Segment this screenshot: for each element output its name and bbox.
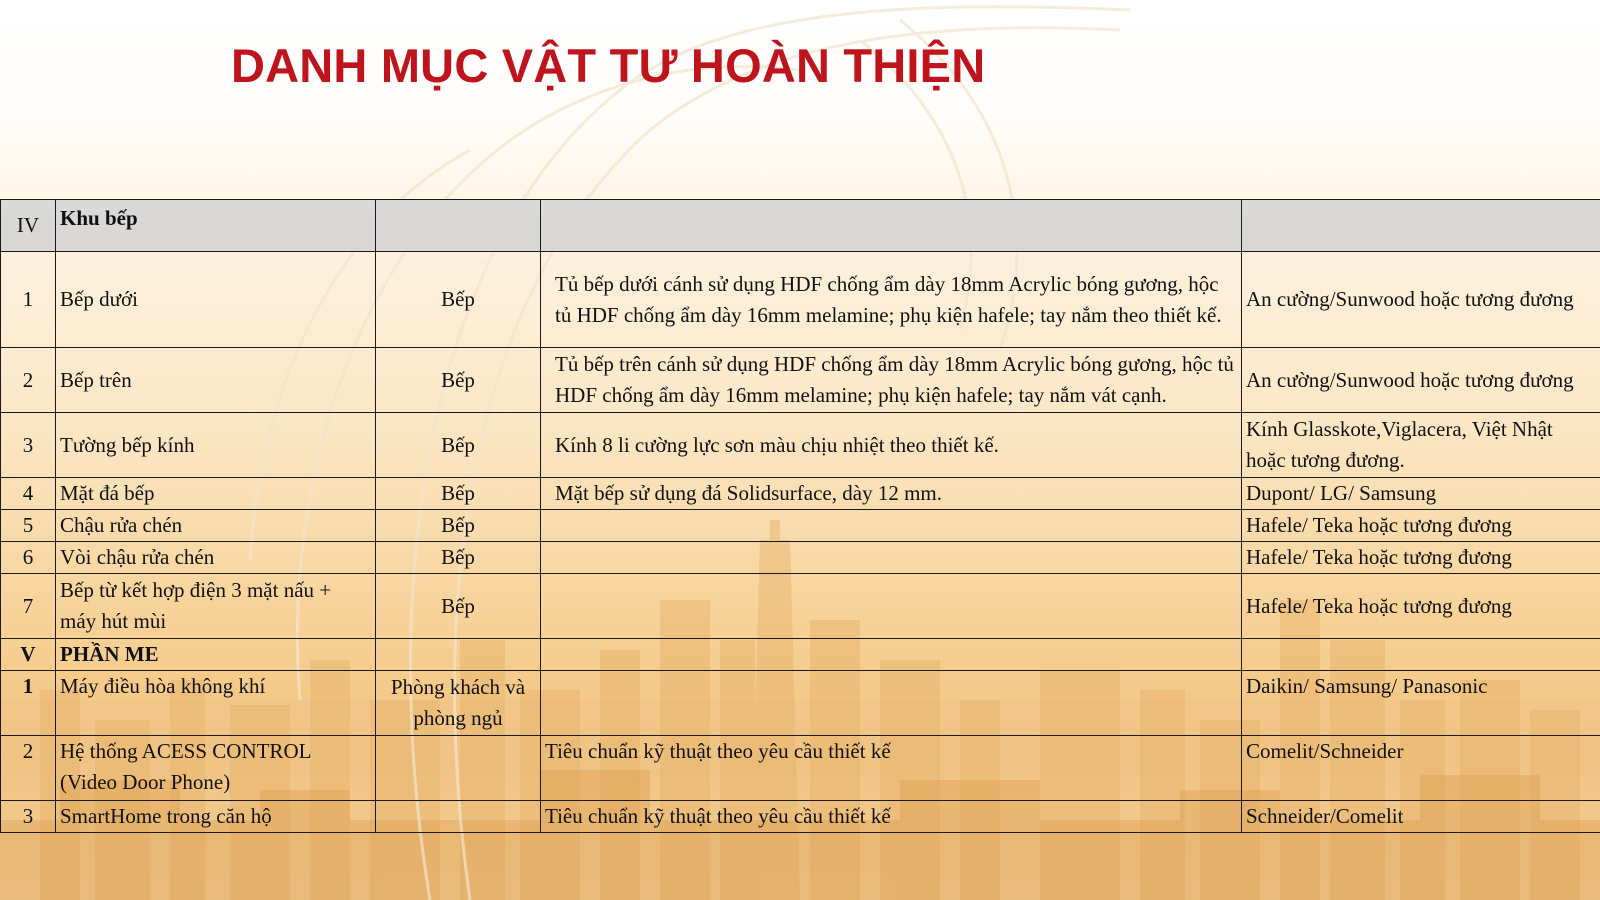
row-number: V [1, 639, 56, 671]
item-name: Bếp từ kết hợp điện 3 mặt nấu + máy hút mùi [56, 574, 376, 639]
row-number: 6 [1, 542, 56, 574]
spec-cell: Tủ bếp trên cánh sử dụng HDF chống ẩm dày 18mm Acrylic bóng gương, hộc tủ HDF chống ẩm dày 16mm melamine; phụ kiện hafele; tay nắm vát cạnh. [541, 348, 1242, 413]
brand-cell: Hafele/ Teka hoặc tương đương [1242, 542, 1600, 574]
brand-cell: Hafele/ Teka hoặc tương đương [1242, 510, 1600, 542]
location-cell [376, 801, 541, 833]
spec-cell [541, 510, 1242, 542]
table-row [1, 510, 1600, 542]
section-title: PHẦN ME [56, 639, 376, 671]
brand-cell: Comelit/Schneider [1242, 736, 1600, 801]
brand-cell: Kính Glasskote,Viglacera, Việt Nhật hoặc tương đương. [1242, 413, 1600, 478]
spec-cell: Tiêu chuẩn kỹ thuật theo yêu cầu thiết kế [541, 801, 1242, 833]
brand-cell: An cường/Sunwood hoặc tương đương [1242, 252, 1600, 348]
item-name: Mặt đá bếp [56, 478, 376, 510]
table-row [1, 671, 1600, 736]
brand-cell [1242, 639, 1600, 671]
row-number: IV [1, 200, 56, 252]
spec-cell: Mặt bếp sử dụng đá Solidsurface, dày 12 mm. [541, 478, 1242, 510]
location-cell: Bếp [376, 510, 541, 542]
location-cell: Bếp [376, 574, 541, 639]
spec-cell: Tủ bếp dưới cánh sử dụng HDF chống ẩm dày 18mm Acrylic bóng gương, hộc tủ HDF chống ẩm dày 16mm melamine; phụ kiện hafele; tay nắm theo thiết kế. [541, 252, 1242, 348]
row-number: 1 [1, 671, 56, 736]
row-number: 1 [1, 252, 56, 348]
table-row [1, 736, 1600, 801]
item-name: SmartHome trong căn hộ [56, 801, 376, 833]
table-row [1, 801, 1600, 833]
location-cell [376, 736, 541, 801]
table-row [1, 478, 1600, 510]
table-row [1, 413, 1600, 478]
section-row [1, 639, 1600, 671]
table-row [1, 574, 1600, 639]
brand-cell: Daikin/ Samsung/ Panasonic [1242, 671, 1600, 736]
item-name: Chậu rửa chén [56, 510, 376, 542]
row-number: 2 [1, 736, 56, 801]
location-cell: Bếp [376, 478, 541, 510]
table-row [1, 542, 1600, 574]
table-row [1, 348, 1600, 413]
materials-table [0, 199, 1600, 833]
row-number: 7 [1, 574, 56, 639]
row-number: 5 [1, 510, 56, 542]
spec-cell [541, 200, 1242, 252]
item-name: Hệ thống ACESS CONTROL (Video Door Phone) [56, 736, 376, 801]
spec-cell: Tiêu chuẩn kỹ thuật theo yêu cầu thiết kế [541, 736, 1242, 801]
location-cell: Bếp [376, 348, 541, 413]
location-cell [376, 200, 541, 252]
spec-cell [541, 639, 1242, 671]
brand-cell [1242, 200, 1600, 252]
spec-cell [541, 542, 1242, 574]
location-cell: Phòng khách và phòng ngủ [376, 671, 541, 736]
location-cell: Bếp [376, 252, 541, 348]
row-number: 3 [1, 801, 56, 833]
table-row [1, 252, 1600, 348]
spec-cell [541, 574, 1242, 639]
item-name: Máy điều hòa không khí [56, 671, 376, 736]
location-cell: Bếp [376, 413, 541, 478]
spec-cell: Kính 8 li cường lực sơn màu chịu nhiệt theo thiết kế. [541, 413, 1242, 478]
brand-cell: Dupont/ LG/ Samsung [1242, 478, 1600, 510]
brand-cell: An cường/Sunwood hoặc tương đương [1242, 348, 1600, 413]
item-name: Bếp trên [56, 348, 376, 413]
section-title: Khu bếp [56, 200, 376, 252]
spec-cell [541, 671, 1242, 736]
item-name: Bếp dưới [56, 252, 376, 348]
brand-cell: Hafele/ Teka hoặc tương đương [1242, 574, 1600, 639]
item-name: Tường bếp kính [56, 413, 376, 478]
location-cell: Bếp [376, 542, 541, 574]
row-number: 3 [1, 413, 56, 478]
row-number: 2 [1, 348, 56, 413]
page-title: DANH MỤC VẬT TƯ HOÀN THIỆN [231, 39, 986, 92]
row-number: 4 [1, 478, 56, 510]
section-row [1, 200, 1600, 252]
brand-cell: Schneider/Comelit [1242, 801, 1600, 833]
item-name: Vòi chậu rửa chén [56, 542, 376, 574]
location-cell [376, 639, 541, 671]
